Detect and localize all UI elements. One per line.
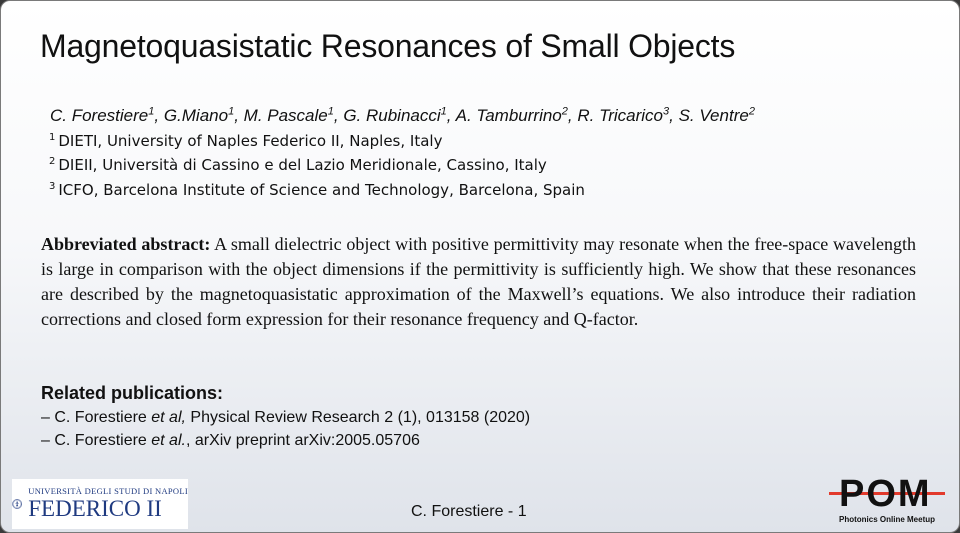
author: S. Ventre$^2$ <box>678 105 755 125</box>
author-list <box>50 105 940 126</box>
slide-title: Magnetoquasistatic Resonances of Small Objects <box>40 28 736 64</box>
author: G.Miano$^1$, <box>163 105 244 125</box>
publication-item: – C. Forestiere et al, Physical Review Research 2 (1), 013158 (2020) <box>41 409 531 426</box>
university-seal-icon <box>12 479 22 529</box>
university-name: FEDERICO II <box>28 496 162 521</box>
pom-logo-text: POM <box>839 473 932 515</box>
university-name-small: UNIVERSITÀ DEGLI STUDI DI NAPOLI <box>28 486 188 496</box>
publications-heading: Related publications: <box>41 383 224 403</box>
affiliation: $^1$ DIETI, University of Naples Federico II, Naples, Italy <box>49 132 443 150</box>
author: C. Forestiere$^1$, <box>50 105 164 125</box>
pom-logo-subtitle: Photonics Online Meetup <box>839 515 936 524</box>
publication-item: – C. Forestiere et al., arXiv preprint arXiv:2005.05706 <box>41 432 420 449</box>
author: R. Tricarico$^3$, <box>577 105 679 125</box>
abstract <box>41 232 916 332</box>
slide-footer: C. Forestiere - 1 <box>411 503 527 520</box>
author: A. Tamburrino$^2$, <box>455 105 578 125</box>
author: M. Pascale$^1$, <box>243 105 344 125</box>
university-logo <box>12 479 188 529</box>
author: G. Rubinacci$^1$, <box>343 105 456 125</box>
pom-logo <box>829 473 959 529</box>
abstract-label: Abbreviated abstract: <box>41 234 211 254</box>
affiliation: $^2$ DIEII, Università di Cassino e del Lazio Meridionale, Cassino, Italy <box>49 156 547 174</box>
affiliation: $^3$ ICFO, Barcelona Institute of Science and Technology, Barcelona, Spain <box>49 181 585 199</box>
abstract-text: A small dielectric object with positive permittivity may resonate when the free-space wavelength is large in comparison with the object dimensions if the permittivity is sufficiently high. We show that these resonances are described by the magnetoquasistatic approximation of the Maxwell’s equations. We also introduce their radiation corrections and closed form expression for their resonance frequency and Q-factor. <box>41 234 916 329</box>
